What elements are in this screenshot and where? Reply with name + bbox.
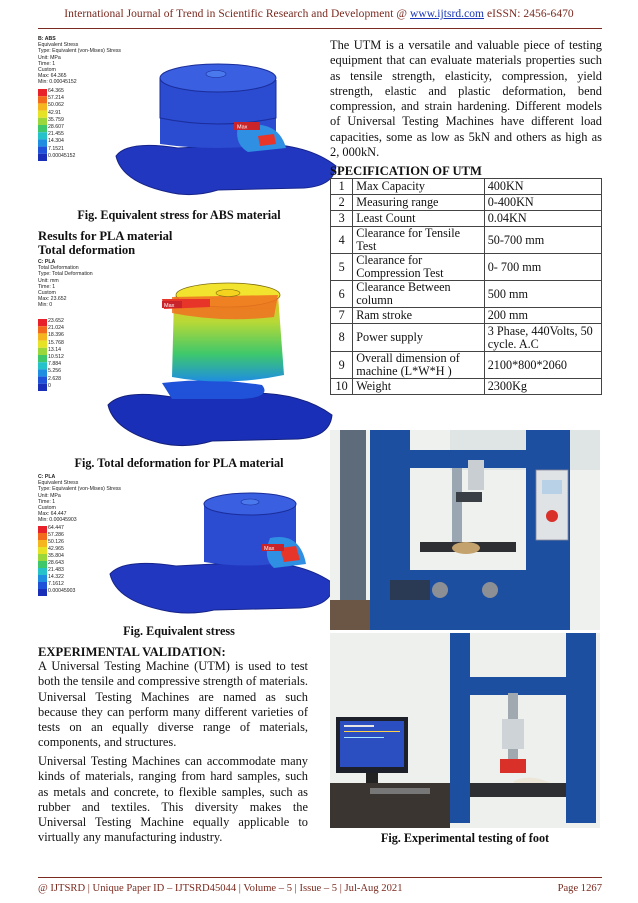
- spec-table: [330, 178, 602, 395]
- pla-deformation-figure: [38, 259, 300, 455]
- spec-row: [331, 211, 602, 227]
- legend-line: Type: Total Deformation: [38, 271, 93, 278]
- utm-photo-top: [330, 430, 600, 630]
- utm-intro-paragraph: The UTM is a versatile and valuable piece of testing equipment that can evaluate materials properties such as tensile strength, elasticity, compression, yield strength, elastic and plastic deformation, bend compression, and strain hardening. Different models of Universal Testing Machines have different load capacities, some as low as 5kN and others as high as 2, 000kN.: [330, 38, 602, 160]
- spec-row-parameter: Ram stroke: [353, 308, 484, 324]
- legend-line: B: ABS: [38, 36, 56, 42]
- photo-caption: Fig. Experimental testing of foot: [380, 831, 550, 845]
- scale-value: 23.652: [48, 318, 64, 324]
- spec-row: [331, 281, 602, 308]
- scale-value: 10.512: [48, 354, 64, 361]
- pla-def-color-scale: [38, 319, 47, 391]
- scale-value: 28.607: [48, 124, 64, 131]
- pla-stress-foot-model: [104, 488, 340, 616]
- spec-row-value: 0- 700 mm: [484, 254, 601, 281]
- spec-row-number: 9: [331, 352, 353, 379]
- pla-stress-max-tag: Max: [264, 546, 275, 552]
- scale-value: 35.759: [48, 116, 64, 123]
- journal-name: International Journal of Trend in Scientific Research and Development @: [64, 8, 408, 20]
- experimental-para-2: Universal Testing Machines can accommodate many kinds of materials, ranging from hard samples, such as metals and concrete, to flexible samples, such as rubber and textiles. This diversity makes the Universal Testing Machine equally applicable to virtually any manufacturing industry.: [38, 754, 308, 845]
- spec-row: [331, 308, 602, 324]
- spec-row-parameter: Max Capacity: [353, 179, 484, 195]
- spec-row-value: 3 Phase, 440Volts, 50 cycle. A.C: [484, 324, 601, 352]
- spec-row-parameter: Measuring range: [353, 195, 484, 211]
- spec-row-number: 2: [331, 195, 353, 211]
- spec-row-number: 10: [331, 379, 353, 395]
- spec-row: [331, 254, 602, 281]
- spec-row: [331, 379, 602, 395]
- spec-row: [331, 352, 602, 379]
- scale-value: 0: [48, 382, 51, 389]
- spec-row: [331, 324, 602, 352]
- pla-def-foot-model: [102, 273, 338, 455]
- spec-row-value: 2300Kg: [484, 379, 601, 395]
- pla-def-max-tag: Max: [164, 303, 175, 309]
- abs-max-tag: Max: [237, 124, 248, 131]
- spec-row-parameter: Least Count: [353, 211, 484, 227]
- pla-stress-color-scale: [38, 526, 47, 596]
- spec-row-number: 3: [331, 211, 353, 227]
- pla-stress-scale-values: [48, 525, 75, 595]
- scale-value: 64.365: [48, 88, 64, 94]
- utm-computer-illustration: [330, 633, 600, 828]
- legend-line: C: PLA: [38, 259, 56, 265]
- spec-row-value: 500 mm: [484, 281, 601, 308]
- scale-value: 21.024: [48, 325, 64, 332]
- scale-value: 21.483: [48, 567, 64, 573]
- scale-value: 13.14: [48, 346, 61, 353]
- pla-results-heading: Results for PLA material: [38, 229, 173, 243]
- spec-row-parameter: Clearance Between column: [353, 281, 484, 308]
- spec-row-value: 200 mm: [484, 308, 601, 324]
- legend-line: Custom: [38, 67, 56, 74]
- spec-row-parameter: Power supply: [353, 324, 484, 352]
- spec-heading: SPECIFICATION OF UTM: [330, 164, 482, 178]
- legend-line: Max: 23.652: [38, 296, 67, 303]
- scale-value: 57.214: [48, 95, 64, 102]
- spec-row-value: 0.04KN: [484, 211, 601, 227]
- legend-line: Total Deformation: [38, 265, 79, 272]
- abs-scale-values: [48, 88, 75, 160]
- abs-color-scale: [38, 89, 47, 161]
- legend-line: Time: 1: [38, 498, 56, 505]
- spec-row-parameter: Weight: [353, 379, 484, 395]
- scale-value: 5.256: [48, 368, 61, 375]
- journal-url-link[interactable]: www.ijtsrd.com: [409, 8, 485, 20]
- experimental-para-1: A Universal Testing Machine (UTM) is used to test both the tensile and compressive strength of materials. Universal Testing Machines are named as such because they can perform many different varieties of tests on an equally diverse range of materials, components, and structures.: [38, 659, 308, 750]
- spec-row-number: 1: [331, 179, 353, 195]
- legend-line: Min: 0.00045152: [38, 79, 77, 86]
- legend-line: Max: 64.365: [38, 73, 67, 80]
- footer-paper-info: @ IJTSRD | Unique Paper ID – IJTSRD45044 | Volume – 5 | Issue – 5 | Jul-Aug 2021: [38, 883, 403, 894]
- legend-line: Min: 0.00045903: [38, 517, 77, 524]
- pla-def-legend-text: [38, 259, 93, 309]
- header-rule: [38, 28, 602, 29]
- scale-value: 35.804: [48, 553, 64, 559]
- scale-value: 0.00045903: [48, 588, 76, 594]
- legend-line: Unit: MPa: [38, 54, 61, 61]
- scale-value: 0.00045152: [48, 152, 76, 159]
- scale-value: 7.1521: [48, 145, 64, 152]
- abs-stress-figure: [38, 34, 300, 206]
- scale-value: 14.304: [48, 138, 64, 145]
- spec-row-parameter: Clearance for Tensile Test: [353, 227, 484, 254]
- legend-line: Equivalent Stress: [38, 480, 79, 487]
- legend-line: Time: 1: [38, 283, 56, 290]
- utm-machine-illustration: [330, 430, 600, 630]
- total-deformation-heading: Total deformation: [38, 243, 136, 257]
- experimental-validation-heading: EXPERIMENTAL VALIDATION:: [38, 645, 226, 659]
- scale-value: 28.643: [48, 560, 64, 566]
- scale-value: 50.126: [48, 539, 64, 545]
- pla-def-scale-values: [48, 318, 64, 390]
- legend-line: Time: 1: [38, 60, 56, 67]
- legend-line: Min: 0: [38, 302, 53, 309]
- spec-row-number: 7: [331, 308, 353, 324]
- spec-row-number: 6: [331, 281, 353, 308]
- spec-row-value: 50-700 mm: [484, 227, 601, 254]
- legend-line: Custom: [38, 290, 56, 297]
- scale-value: 50.062: [48, 102, 64, 109]
- legend-line: Type: Equivalent (von-Mises) Stress: [38, 486, 122, 493]
- abs-figure-caption: Fig. Equivalent stress for ABS material: [77, 208, 281, 222]
- scale-value: 21.455: [48, 131, 64, 138]
- scale-value: 7.1612: [48, 581, 64, 587]
- legend-line: Type: Equivalent (von-Mises) Stress: [38, 48, 122, 55]
- scale-value: 42.965: [48, 546, 64, 552]
- spec-row-parameter: Clearance for Compression Test: [353, 254, 484, 281]
- pla-deformation-caption: Fig. Total deformation for PLA material: [74, 456, 284, 470]
- scale-value: 2.628: [48, 375, 61, 382]
- abs-foot-model: [108, 48, 340, 204]
- spec-row-parameter: Overall dimension of machine (L*W*H ): [353, 352, 484, 379]
- scale-value: 15.768: [48, 339, 64, 346]
- spec-row-number: 4: [331, 227, 353, 254]
- spec-row-value: 400KN: [484, 179, 601, 195]
- scale-value: 14.322: [48, 574, 64, 580]
- legend-line: C: PLA: [38, 474, 56, 480]
- legend-line: Custom: [38, 505, 56, 512]
- spec-row: [331, 195, 602, 211]
- legend-line: Max: 64.447: [38, 511, 67, 518]
- scale-value: 7.884: [48, 361, 61, 368]
- pla-stress-caption: Fig. Equivalent stress: [123, 624, 235, 638]
- legend-line: Unit: MPa: [38, 492, 61, 499]
- spec-row-number: 5: [331, 254, 353, 281]
- pla-stress-figure: [38, 474, 300, 616]
- scale-value: 57.286: [48, 532, 64, 538]
- spec-row-number: 8: [331, 324, 353, 352]
- running-footer: [38, 883, 602, 894]
- spec-row: [331, 227, 602, 254]
- spec-row-value: 0-400KN: [484, 195, 601, 211]
- legend-line: Unit: mm: [38, 277, 59, 284]
- spec-row-value: 2100*800*2060: [484, 352, 601, 379]
- footer-rule: [38, 877, 602, 878]
- scale-value: 42.91: [48, 109, 61, 116]
- spec-row: [331, 179, 602, 195]
- scale-value: 18.396: [48, 332, 64, 339]
- running-header: [0, 8, 638, 20]
- footer-page-number: Page 1267: [557, 883, 602, 894]
- scale-value: 64.447: [48, 525, 64, 531]
- legend-line: Equivalent Stress: [38, 42, 79, 49]
- journal-issn: eISSN: 2456-6470: [486, 8, 574, 20]
- utm-photo-bottom: [330, 633, 600, 828]
